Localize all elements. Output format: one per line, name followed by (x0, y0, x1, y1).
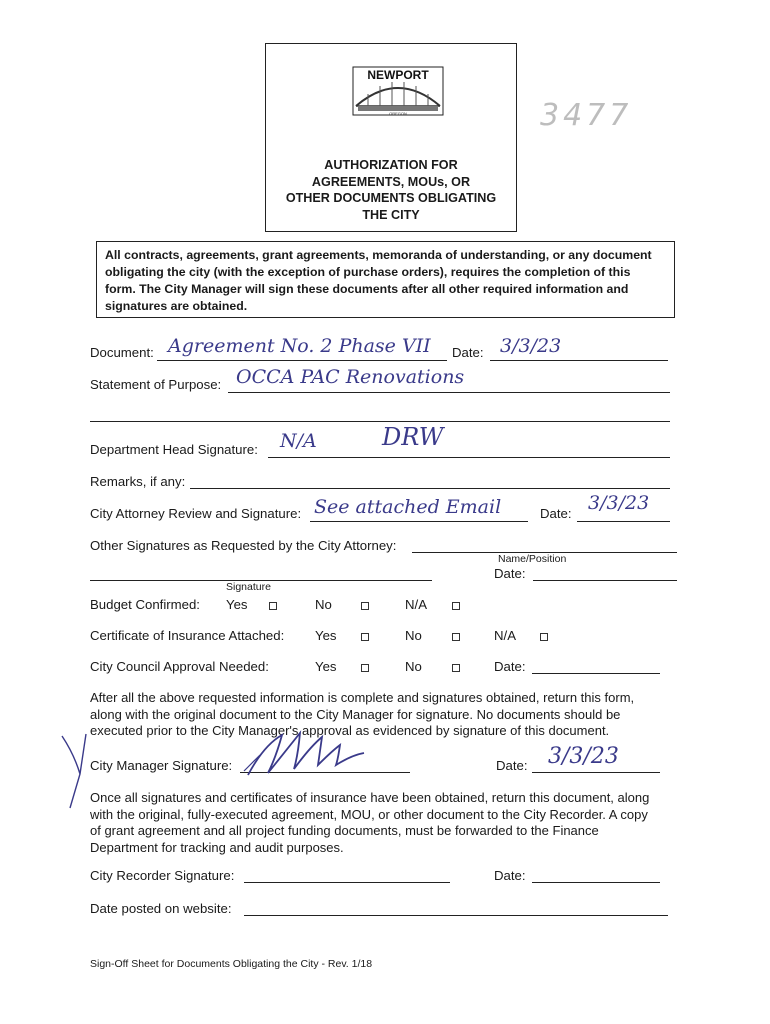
instructions-paragraph: After all the above requested information is complete and signatures obtained, return this form, along with the original document to the City Manager for signature. No documents should be executed prior to the City Manager's approval as evidenced by signature of this document. (90, 690, 635, 739)
insurance-yes-checkbox[interactable] (361, 633, 369, 641)
insurance-label: Certificate of Insurance Attached: (90, 628, 285, 643)
document-date-line (490, 360, 668, 361)
insurance-yes-label: Yes (315, 628, 337, 643)
insurance-no-checkbox[interactable] (452, 633, 460, 641)
council-no-label: No (405, 659, 422, 674)
attorney-line (310, 521, 528, 522)
council-date-label: Date: (494, 659, 526, 674)
budget-no-checkbox[interactable] (361, 602, 369, 610)
budget-no-label: No (315, 597, 332, 612)
margin-pen-mark (60, 730, 90, 810)
attorney-date[interactable]: 3/3/23 (588, 492, 650, 514)
newport-bridge-logo (352, 66, 444, 116)
svg-text:NEWPORT: NEWPORT (367, 68, 429, 82)
dept-head-label: Department Head Signature: (90, 442, 258, 457)
document-date[interactable]: 3/3/23 (500, 335, 562, 357)
council-no-checkbox[interactable] (452, 664, 460, 672)
form-title: AUTHORIZATION FOR AGREEMENTS, MOUs, OR OTHER DOCUMENTS OBLIGATING THE CITY (285, 158, 497, 222)
budget-na-checkbox[interactable] (452, 602, 460, 610)
manager-date-label: Date: (496, 758, 528, 773)
document-value[interactable]: Agreement No. 2 Phase VII (168, 335, 431, 357)
insurance-na-label: N/A (494, 628, 516, 643)
other-date-line (533, 580, 677, 581)
signature-label: Signature (226, 581, 271, 593)
manager-date-line (532, 772, 660, 773)
remarks-line (190, 488, 670, 489)
recorder-instructions-paragraph: Once all signatures and certificates of insurance have been obtained, return this document, along with the original, fully-executed agreement, MOU, or other document to the City Recorder. A copy of grant agreement and all project funding documents, must be forwarded to the Finance Department for tracking and audit purposes. (90, 790, 650, 855)
svg-text:OREGON: OREGON (389, 111, 407, 116)
other-date-label: Date: (494, 566, 526, 581)
posted-line (244, 915, 668, 916)
budget-na-label: N/A (405, 597, 427, 612)
budget-label: Budget Confirmed: (90, 597, 200, 612)
attorney-date-line (577, 521, 670, 522)
dept-head-value[interactable]: N/A (280, 430, 317, 452)
purpose-label: Statement of Purpose: (90, 377, 222, 392)
budget-yes-checkbox[interactable] (269, 602, 277, 610)
council-label: City Council Approval Needed: (90, 659, 269, 674)
recorder-date-label: Date: (494, 868, 526, 883)
purpose-value[interactable]: OCCA PAC Renovations (236, 366, 465, 388)
attorney-date-label: Date: (540, 506, 572, 521)
purpose-line-2 (90, 421, 670, 422)
manager-date[interactable]: 3/3/23 (548, 744, 619, 769)
document-line (157, 360, 447, 361)
notice-box: All contracts, agreements, grant agreements, memoranda of understanding, or any document obligating the city (with the exception of purchase orders), requires the completion of this form. The City Manager will sign these documents after all other required information and signatures are obtained. (96, 241, 675, 318)
attorney-value[interactable]: See attached Email (314, 496, 502, 518)
recorder-date-line (532, 882, 660, 883)
insurance-na-checkbox[interactable] (540, 633, 548, 641)
council-date-line (532, 673, 660, 674)
document-date-label: Date: (452, 345, 484, 360)
recorder-line (244, 882, 450, 883)
insurance-no-label: No (405, 628, 422, 643)
dept-head-line (268, 457, 670, 458)
dept-head-initials[interactable]: DRW (382, 423, 444, 451)
remarks-label: Remarks, if any: (90, 474, 186, 489)
attorney-label: City Attorney Review and Signature: (90, 506, 302, 521)
council-yes-checkbox[interactable] (361, 664, 369, 672)
manager-label: City Manager Signature: (90, 758, 233, 773)
council-yes-label: Yes (315, 659, 337, 674)
budget-yes-label: Yes (226, 597, 248, 612)
other-sig-label: Other Signatures as Requested by the City Attorney: (90, 538, 397, 553)
purpose-line (228, 392, 670, 393)
document-label: Document: (90, 345, 154, 360)
manager-signature[interactable] (240, 725, 380, 780)
footer-text: Sign-Off Sheet for Documents Obligating the City - Rev. 1/18 (90, 958, 373, 970)
document-number-stamp: 3477 (540, 98, 633, 133)
name-position-label: Name/Position (498, 553, 567, 565)
recorder-label: City Recorder Signature: (90, 868, 235, 883)
posted-label: Date posted on website: (90, 901, 232, 916)
